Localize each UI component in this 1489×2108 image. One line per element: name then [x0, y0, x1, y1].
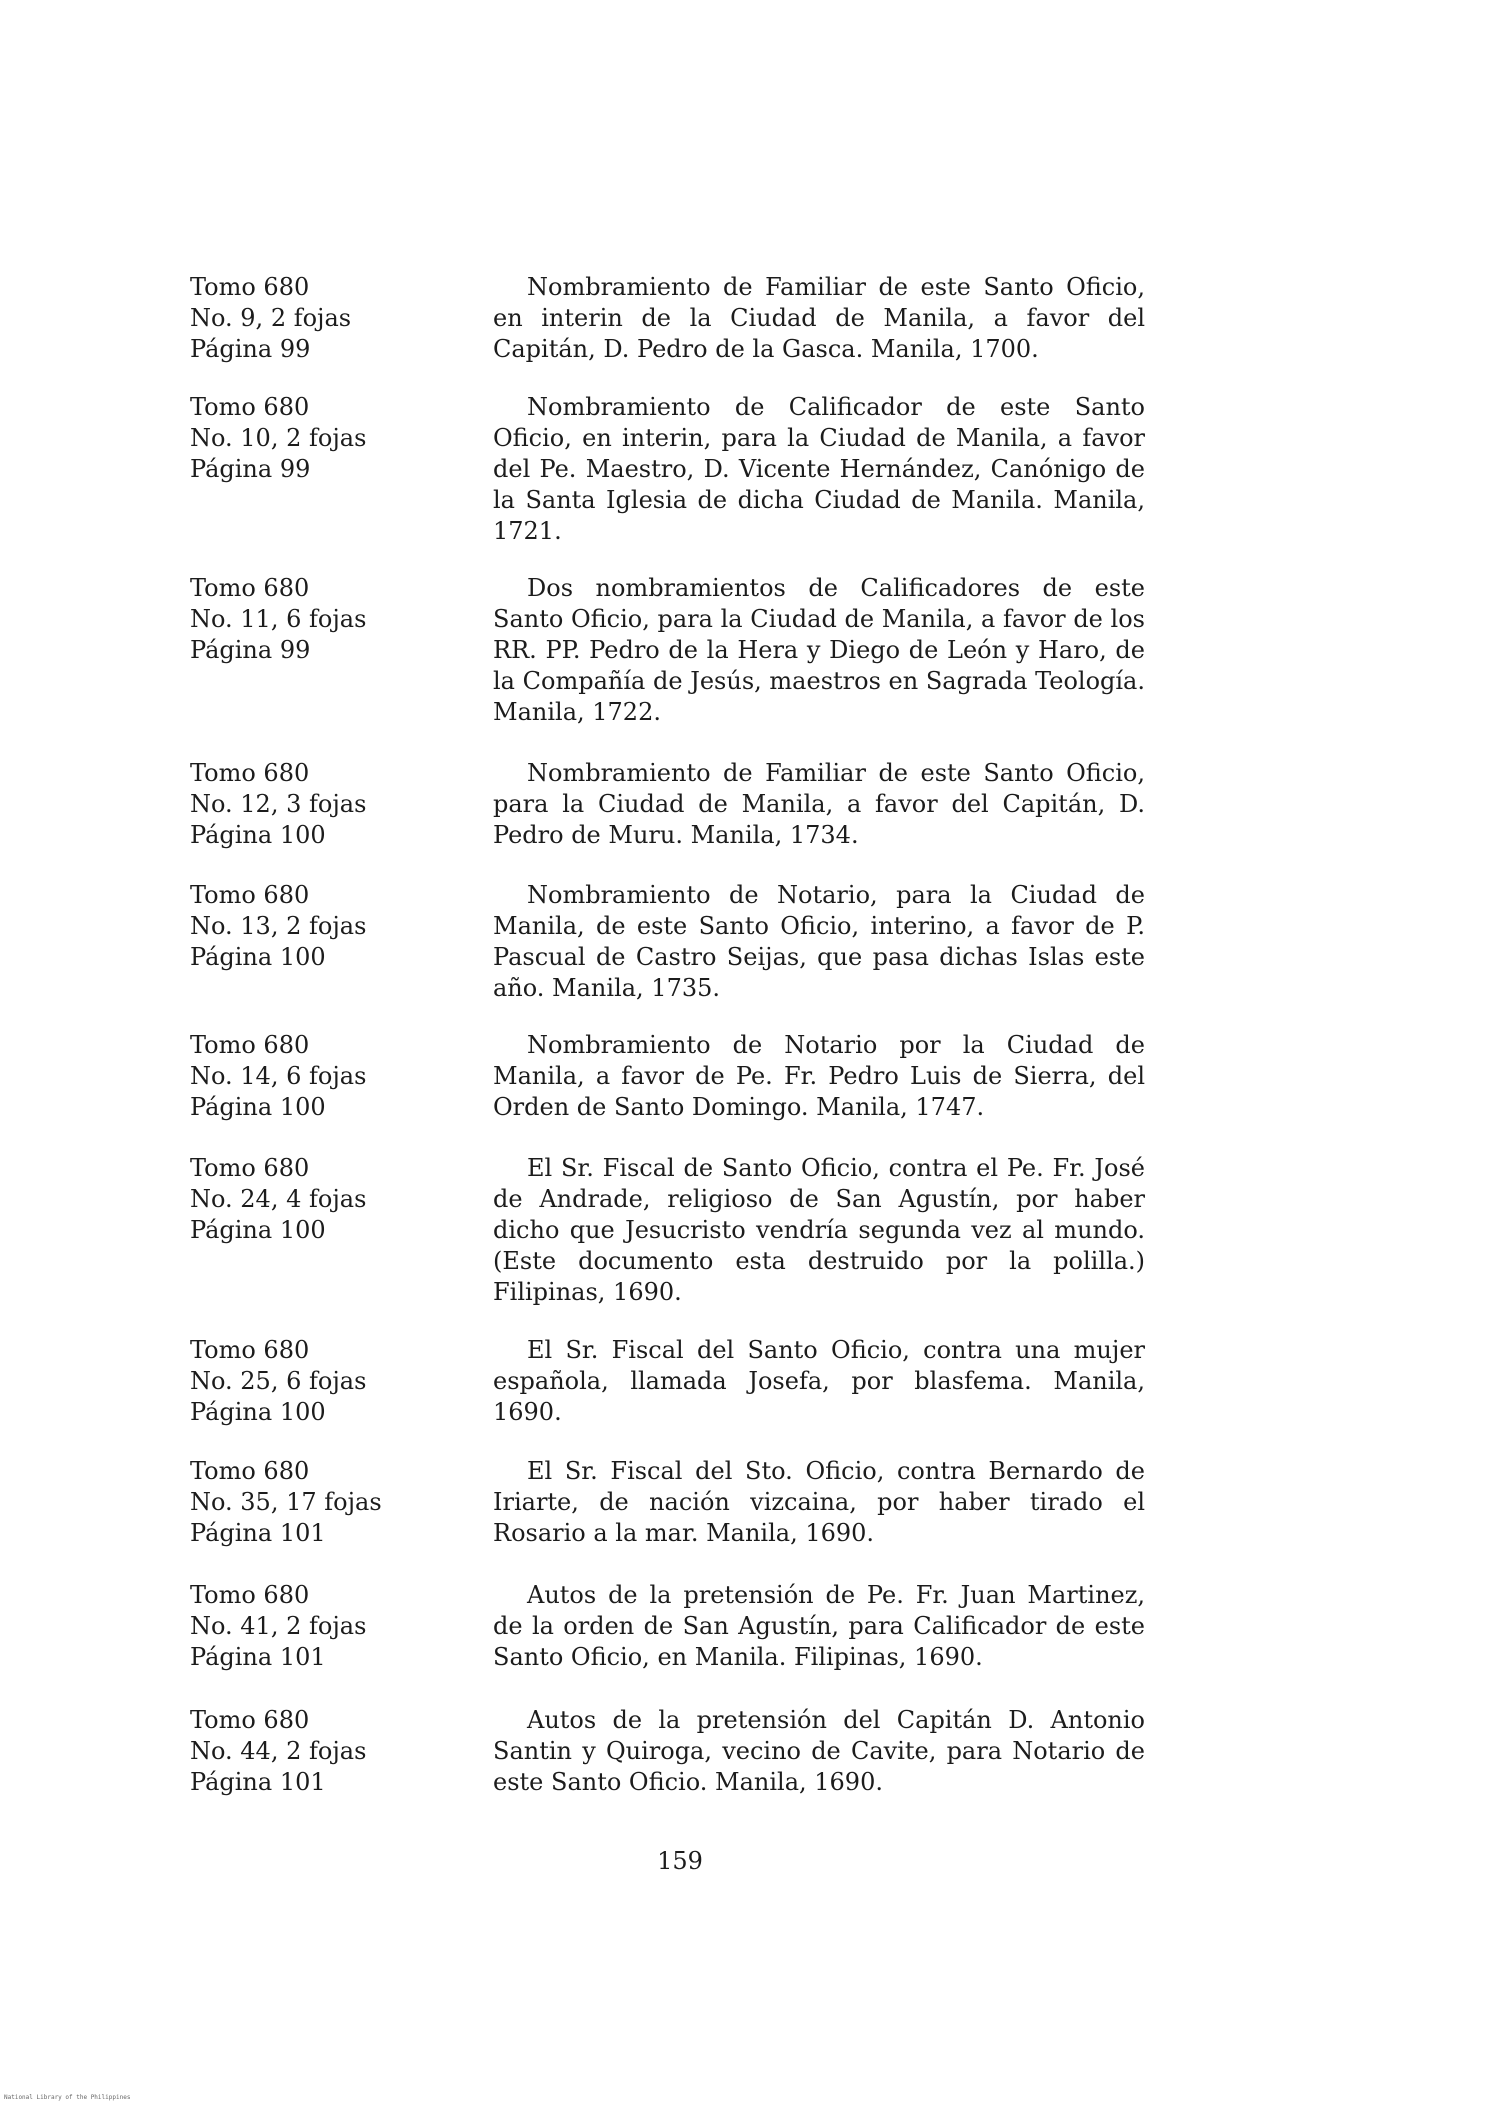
tomo-label: Tomo 680: [190, 1031, 310, 1059]
tomo-label: Tomo 680: [190, 393, 310, 421]
entry-description: El Sr. Fiscal de Santo Oficio, contra el Pe. Fr. José de Andrade, religioso de San Agustín, por haber dicho que Jesucristo vendría segunda vez al mundo. (Este documento esta destruido por la polilla.) Filipinas, 1690.: [493, 1154, 1145, 1306]
numero-label: No. 11, 6 fojas: [190, 605, 367, 633]
tomo-label: Tomo 680: [190, 881, 310, 909]
tomo-label: Tomo 680: [190, 1706, 310, 1734]
entry-description: El Sr. Fiscal del Santo Oficio, contra una mujer española, llamada Josefa, por blasfema. Manila, 1690.: [493, 1336, 1145, 1426]
entry-description: Nombramiento de Calificador de este Santo Oficio, en interin, para la Ciudad de Manila, a favor del Pe. Maestro, D. Vicente Hernández, Canónigo de la Santa Iglesia de dicha Ciudad de Manila. Manila, 1721.: [493, 393, 1145, 545]
archive-reference: [190, 1580, 450, 1673]
numero-label: No. 41, 2 fojas: [190, 1612, 367, 1640]
entry-description: Nombramiento de Familiar de este Santo Oficio, para la Ciudad de Manila, a favor del Capitán, D. Pedro de Muru. Manila, 1734.: [493, 759, 1145, 849]
archive-reference: [190, 758, 450, 851]
archive-reference: [190, 1456, 450, 1549]
archive-reference: [190, 573, 450, 666]
tomo-label: Tomo 680: [190, 574, 310, 602]
pagina-label: Página 101: [190, 1519, 326, 1547]
archive-reference: [190, 1335, 450, 1428]
numero-label: No. 35, 17 fojas: [190, 1488, 382, 1516]
numero-label: No. 44, 2 fojas: [190, 1737, 367, 1765]
pagina-label: Página 100: [190, 1093, 326, 1121]
pagina-label: Página 99: [190, 455, 311, 483]
entry-description: Autos de la pretensión de Pe. Fr. Juan Martinez, de la orden de San Agustín, para Calificador de este Santo Oficio, en Manila. Filipinas, 1690.: [493, 1581, 1145, 1671]
entry-description: Autos de la pretensión del Capitán D. Antonio Santin y Quiroga, vecino de Cavite, para Notario de este Santo Oficio. Manila, 1690.: [493, 1706, 1145, 1796]
pagina-label: Página 99: [190, 335, 311, 363]
numero-label: No. 13, 2 fojas: [190, 912, 367, 940]
tomo-label: Tomo 680: [190, 1457, 310, 1485]
entry-description: Dos nombramientos de Calificadores de este Santo Oficio, para la Ciudad de Manila, a favor de los RR. PP. Pedro de la Hera y Diego de León y Haro, de la Compañía de Jesús, maestros en Sagrada Teología. Manila, 1722.: [493, 574, 1145, 726]
archive-reference: [190, 392, 450, 485]
scan-footer-note: National Library of the Philippines: [4, 2094, 131, 2101]
tomo-label: Tomo 680: [190, 759, 310, 787]
entry-description: El Sr. Fiscal del Sto. Oficio, contra Bernardo de Iriarte, de nación vizcaina, por haber tirado el Rosario a la mar. Manila, 1690.: [493, 1457, 1145, 1547]
pagina-label: Página 100: [190, 1216, 326, 1244]
archive-reference: [190, 1705, 450, 1798]
tomo-label: Tomo 680: [190, 273, 310, 301]
numero-label: No. 12, 3 fojas: [190, 790, 367, 818]
page-number: 159: [657, 1847, 703, 1875]
pagina-label: Página 100: [190, 821, 326, 849]
pagina-label: Página 100: [190, 1398, 326, 1426]
entry-description: Nombramiento de Familiar de este Santo Oficio, en interin de la Ciudad de Manila, a favor del Capitán, D. Pedro de la Gasca. Manila, 1700.: [493, 273, 1145, 363]
tomo-label: Tomo 680: [190, 1336, 310, 1364]
entry-description: Nombramiento de Notario por la Ciudad de Manila, a favor de Pe. Fr. Pedro Luis de Sierra, del Orden de Santo Domingo. Manila, 1747.: [493, 1031, 1145, 1121]
pagina-label: Página 101: [190, 1768, 326, 1796]
pagina-label: Página 100: [190, 943, 326, 971]
numero-label: No. 14, 6 fojas: [190, 1062, 367, 1090]
archive-reference: [190, 880, 450, 973]
archive-reference: [190, 272, 450, 365]
tomo-label: Tomo 680: [190, 1154, 310, 1182]
archive-reference: [190, 1153, 450, 1246]
numero-label: No. 25, 6 fojas: [190, 1367, 367, 1395]
entry-description: Nombramiento de Notario, para la Ciudad de Manila, de este Santo Oficio, interino, a favor de P. Pascual de Castro Seijas, que pasa dichas Islas este año. Manila, 1735.: [493, 881, 1145, 1002]
pagina-label: Página 99: [190, 636, 311, 664]
numero-label: No. 9, 2 fojas: [190, 304, 352, 332]
tomo-label: Tomo 680: [190, 1581, 310, 1609]
numero-label: No. 10, 2 fojas: [190, 424, 367, 452]
pagina-label: Página 101: [190, 1643, 326, 1671]
numero-label: No. 24, 4 fojas: [190, 1185, 367, 1213]
archive-reference: [190, 1030, 450, 1123]
